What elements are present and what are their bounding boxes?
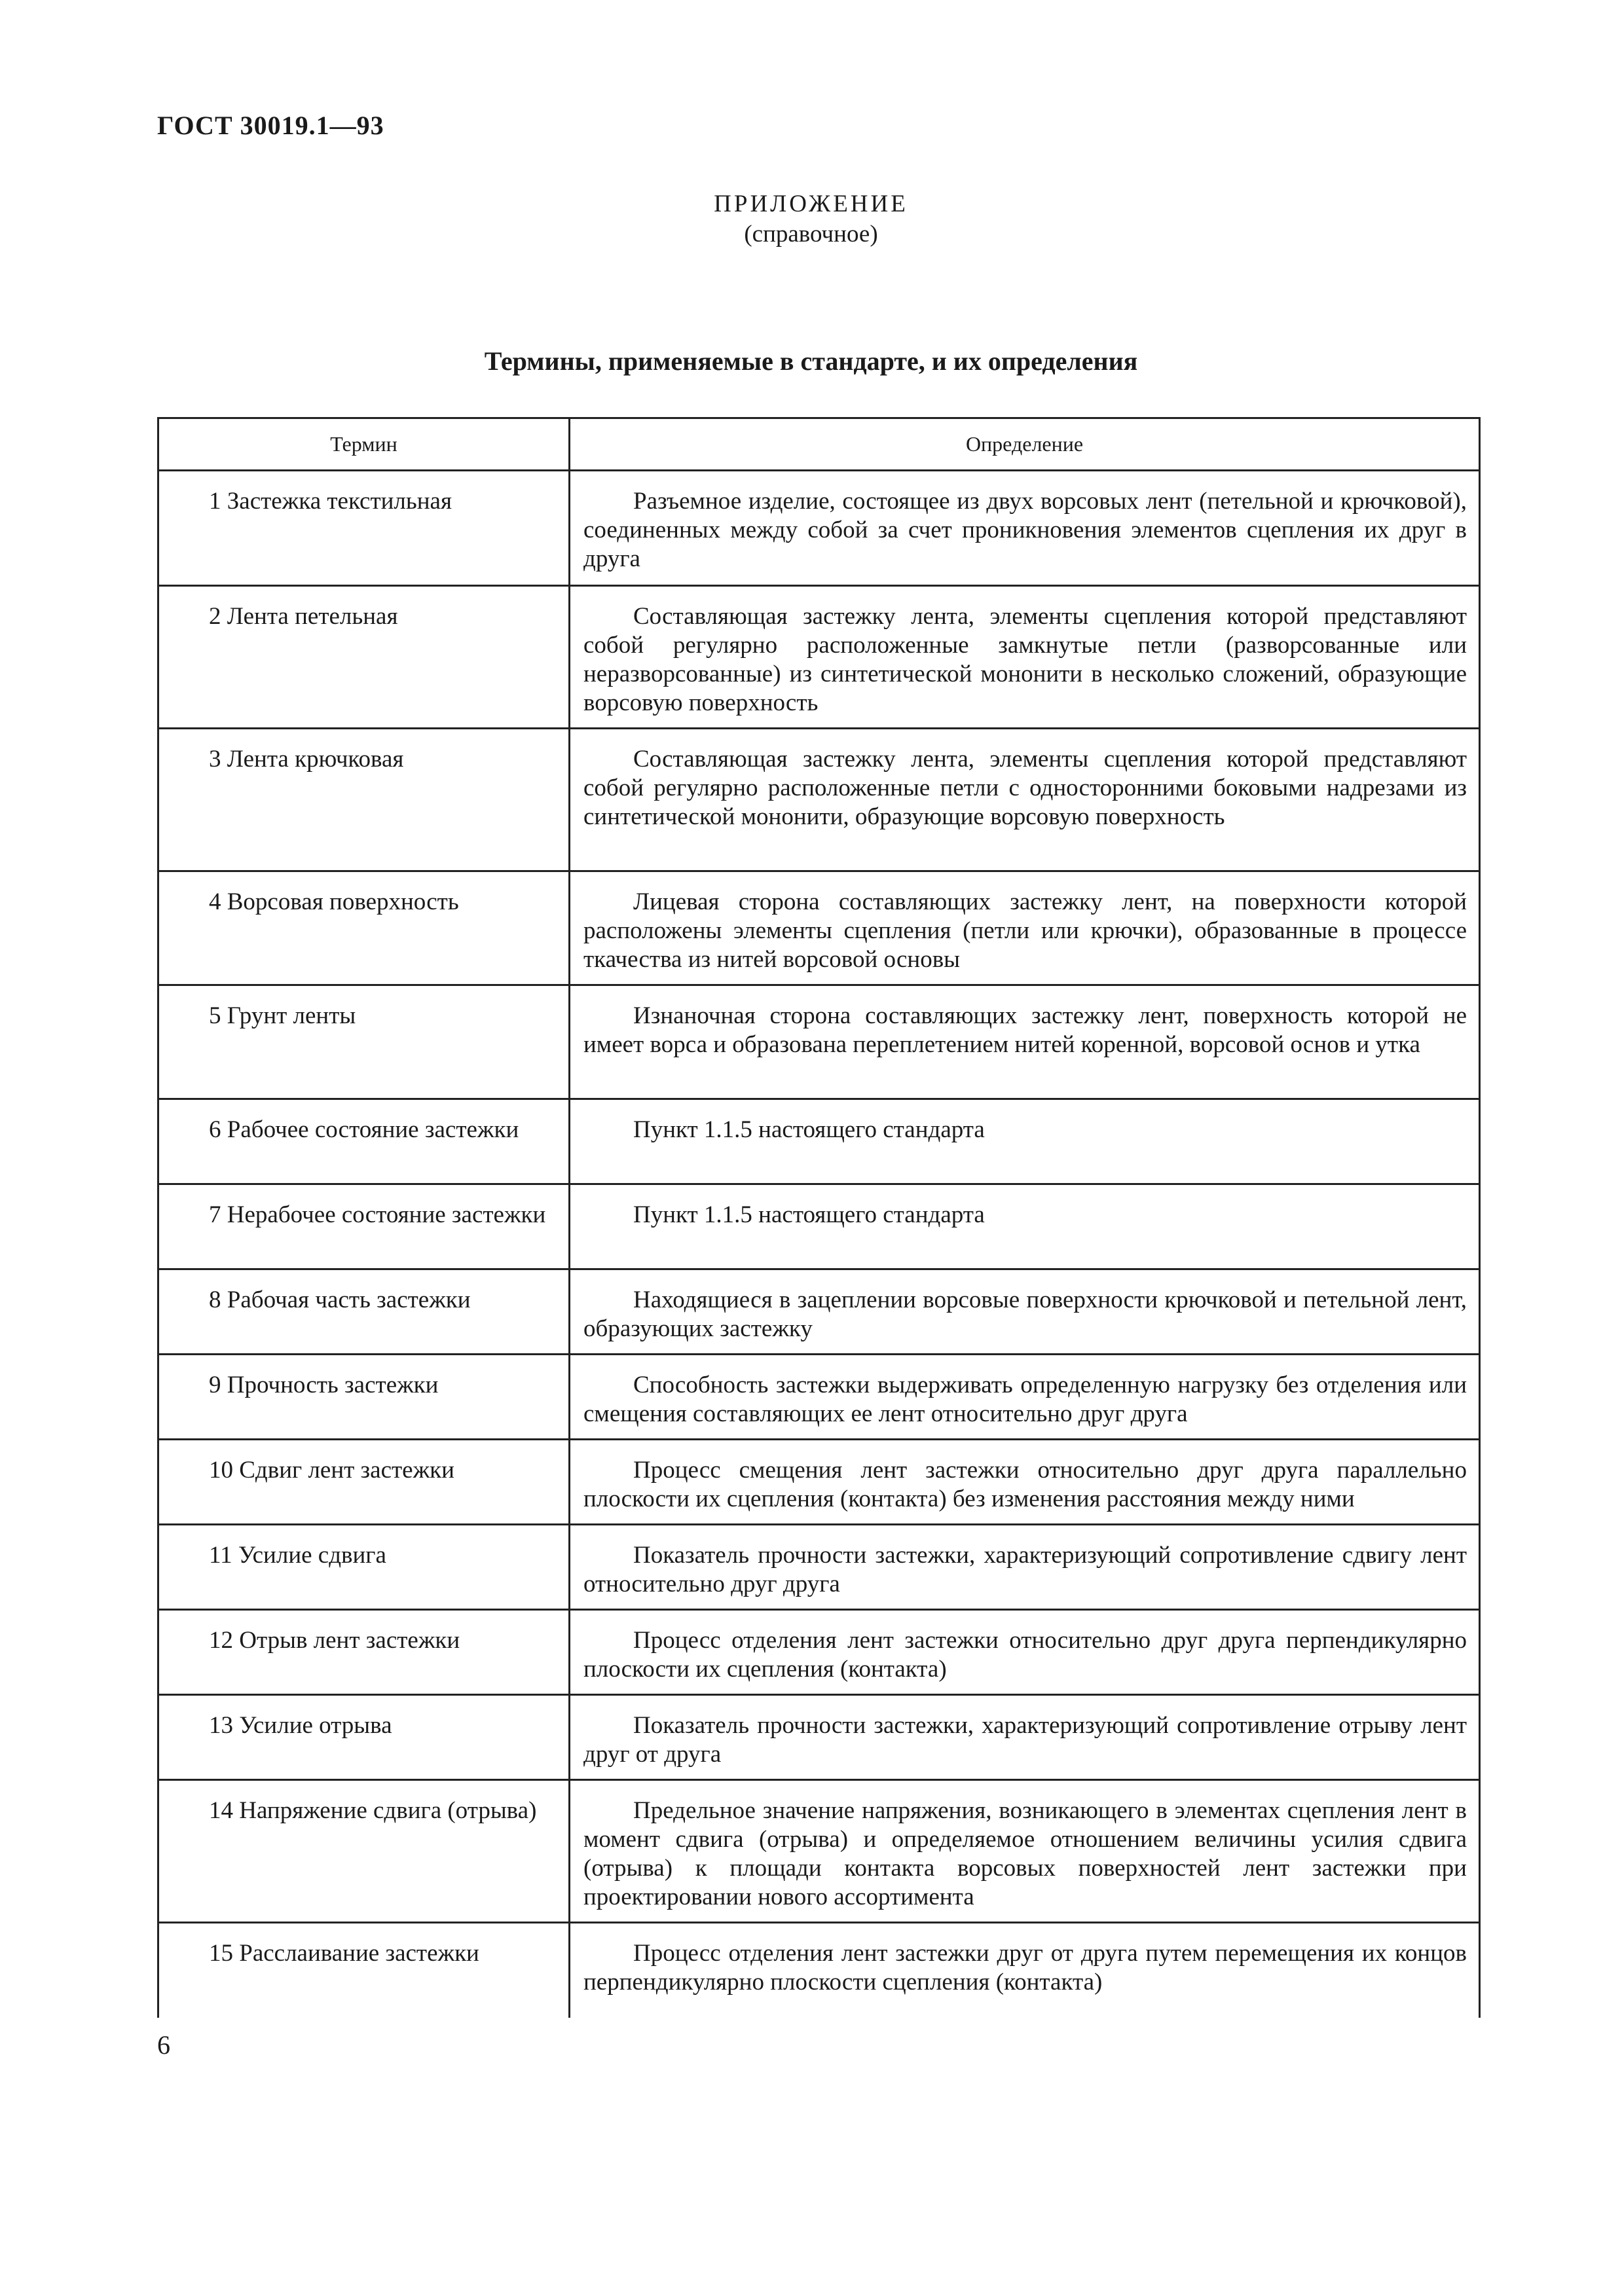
table-row	[159, 1100, 1479, 1185]
term-cell: 14 Напряжение сдвига (отрыва)	[159, 1781, 570, 1922]
definition-cell: Процесс смещения лент застежки относительно друг друга параллельно плоскости их сцепления (контакта) без изменения расстояния между ними	[583, 1457, 1467, 1512]
column-header-definition: Определение	[965, 432, 1084, 456]
table-title: Термины, применяемые в стандарте, и их определения	[484, 346, 1138, 376]
table-row	[159, 1355, 1479, 1440]
term-cell: 12 Отрыв лент застежки	[159, 1611, 570, 1694]
definition-cell: Процесс отделения лент застежки относительно друг друга перпендикулярно плоскости их сцепления (контакта)	[583, 1627, 1467, 1683]
term-cell: 6 Рабочее состояние застежки	[159, 1100, 570, 1183]
terms-table	[157, 417, 1481, 2018]
table-row	[159, 1525, 1479, 1611]
table-row	[159, 986, 1479, 1100]
definition-cell: Предельное значение напряжения, возникающего в элементах сцепления лент в момент сдвига (отрыва) и определяемое отношением величины усилия сдвига (отрыва) к площади контакта ворсовых поверхностей лент застежки при проектировании нового ассортимента	[583, 1797, 1467, 1910]
term-cell: 8 Рабочая часть застежки	[159, 1270, 570, 1353]
term-cell: 7 Нерабочее состояние застежки	[159, 1185, 570, 1268]
table-row	[159, 729, 1479, 872]
term-cell: 2 Лента петельная	[159, 587, 570, 727]
appendix-title: ПРИЛОЖЕНИЕ	[714, 191, 908, 217]
definition-cell: Показатель прочности застежки, характеризующий сопротивление отрыву лент друг от друга	[583, 1712, 1467, 1768]
term-cell: 11 Усилие сдвига	[159, 1525, 570, 1609]
definition-cell: Составляющая застежку лента, элементы сцепления которой представляют собой регулярно расположенные замкнутые петли (разворсованные или неразворсованные) из синтетической мононити в несколько сложений, образующие ворсовую поверхность	[583, 603, 1467, 716]
table-row	[159, 1185, 1479, 1270]
definition-cell: Способность застежки выдерживать определенную нагрузку без отделения или смещения составляющих ее лент относительно друг друга	[583, 1372, 1467, 1427]
table-row	[159, 1781, 1479, 1923]
definition-cell: Пункт 1.1.5 настоящего стандарта	[633, 1201, 985, 1228]
definition-cell: Находящиеся в зацеплении ворсовые поверхности крючковой и петельной лент, образующих застежку	[583, 1286, 1467, 1342]
table-row	[159, 471, 1479, 587]
term-cell: 4 Ворсовая поверхность	[159, 872, 570, 984]
table-row	[159, 872, 1479, 986]
table-header	[159, 419, 1479, 471]
appendix-subtitle: (справочное)	[744, 221, 878, 247]
term-cell: 10 Сдвиг лент застежки	[159, 1440, 570, 1523]
definition-cell: Изнаночная сторона составляющих застежку лент, поверхность которой не имеет ворса и образована переплетением нитей коренной, ворсовой основ и утка	[583, 1002, 1467, 1058]
table-row	[159, 587, 1479, 729]
definition-cell: Лицевая сторона составляющих застежку лент, на поверхности которой расположены элементы сцепления (петли или крючки), образованные в процессе ткачества из нитей ворсовой основы	[583, 888, 1467, 973]
term-cell: 15 Расслаивание застежки	[159, 1923, 570, 2018]
definition-cell: Составляющая застежку лента, элементы сцепления которой представляют собой регулярно расположенные петли с односторонними боковыми надрезами из синтетической мононити, образующие ворсовую поверхность	[583, 746, 1467, 830]
term-cell: 1 Застежка текстильная	[159, 471, 570, 585]
definition-cell: Пункт 1.1.5 настоящего стандарта	[633, 1116, 985, 1143]
term-cell: 9 Прочность застежки	[159, 1355, 570, 1438]
column-header-term: Термин	[159, 419, 570, 469]
table-row	[159, 1270, 1479, 1355]
term-cell: 13 Усилие отрыва	[159, 1696, 570, 1779]
page-number: 6	[157, 2030, 170, 2060]
definition-cell: Процесс отделения лент застежки друг от друга путем перемещения их концов перпендикулярно плоскости сцепления (контакта)	[583, 1940, 1467, 1995]
table-row	[159, 1696, 1479, 1781]
definition-cell: Показатель прочности застежки, характеризующий сопротивление сдвигу лент относительно друг друга	[583, 1542, 1467, 1597]
table-row	[159, 1923, 1479, 2018]
table-row	[159, 1611, 1479, 1696]
definition-cell: Разъемное изделие, состоящее из двух ворсовых лент (петельной и крючковой), соединенных между собой за счет проникновения элементов сцепления их друг в друга	[583, 488, 1467, 572]
table-row	[159, 1440, 1479, 1525]
term-cell: 3 Лента крючковая	[159, 729, 570, 870]
table-body	[159, 471, 1479, 2018]
term-cell: 5 Грунт ленты	[159, 986, 570, 1098]
standard-code: ГОСТ 30019.1—93	[157, 111, 384, 140]
